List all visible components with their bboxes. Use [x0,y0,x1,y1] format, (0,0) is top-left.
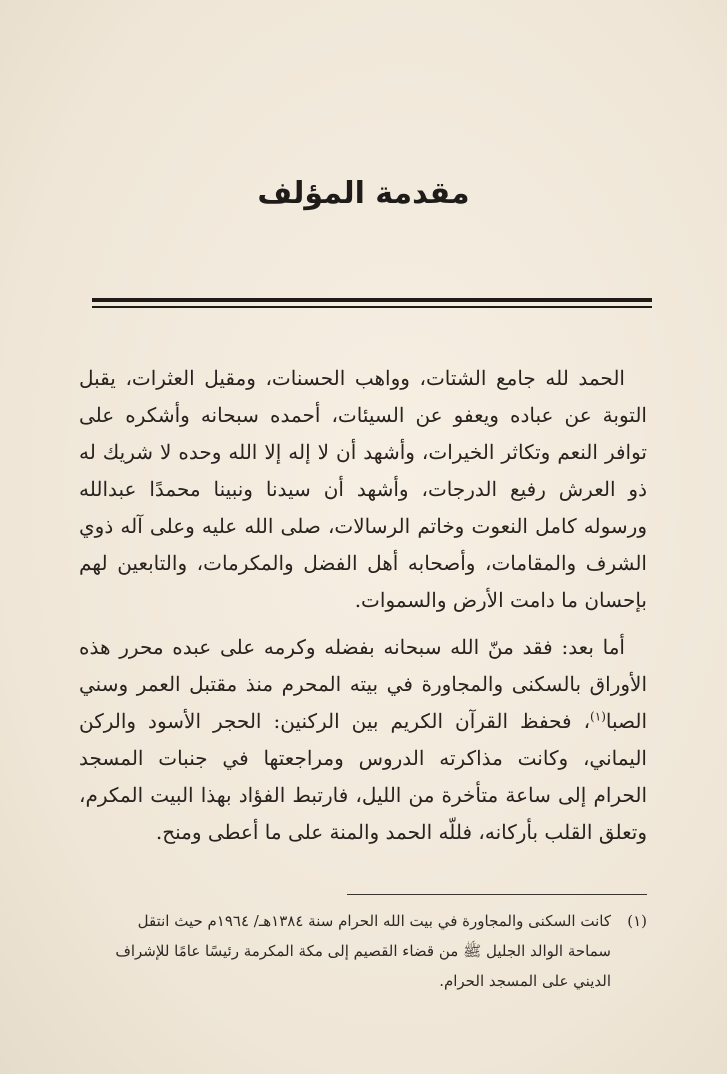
paragraph-1: الحمد لله جامع الشتات، وواهب الحسنات، ومقيل العثرات، يقبل التوبة عن عباده ويعفو عن السيئات، أحمده سبحانه وأشكره على توافر النعم وتكاثر الخيرات، وأشهد أن لا إله إلا الله وحده لا شريك له ذو العرش رفيع الدرجات، وأشهد أن سيدنا ونبينا محمدًا عبدالله ورسوله كامل النعوت وخاتم الرسالات، صلى الله عليه وعلى آله ذوي الشرف والمقامات، وأصحابه أهل الفضل والمكرمات، والتابعين لهم بإحسان ما دامت الأرض والسموات. [79,366,647,612]
footnote-number: (١) [627,912,647,930]
footnote-line-2: سماحة الوالد الجليل ﷺ من قضاء القصيم إلى مكة المكرمة رئيسًا عامًا للإشراف [115,942,611,960]
paragraph-2-part-1: أما بعد: فقد منّ الله سبحانه بفضله وكرمه على عبده محرر هذه الأوراق بالسكنى والمجاورة في بيته المحرم منذ مقتبل العمر وسني الصبا [79,635,647,733]
footnote-line-3: الديني على المسجد الحرام. [439,972,611,990]
footnote [77,906,647,996]
footnote-reference: (١) [590,709,606,724]
footnote-divider [347,894,647,895]
page-title: مقدمة المؤلف [257,176,470,211]
paragraph-2 [79,629,647,851]
paragraph-2-part-2: ، فحفظ القرآن الكريم بين الركنين: الحجر الأسود والركن اليماني، وكانت مذاكرته الدروس ومراجعتها في جنبات المسجد الحرام إلى ساعة متأخرة من الليل، فارتبط الفؤاد بهذا البيت المكرم، وتعلق القلب بأركانه، فللّه الحمد والمنة على ما أعطى ومنح. [79,709,647,844]
body-text [79,360,647,861]
title-divider-thin [92,306,652,308]
title-divider-thick [92,298,652,302]
footnote-line-1 [77,906,647,936]
footnote-text-1: كانت السكنى والمجاورة في بيت الله الحرام سنة ١٣٨٤هـ/ ١٩٦٤م حيث انتقل [137,912,611,930]
